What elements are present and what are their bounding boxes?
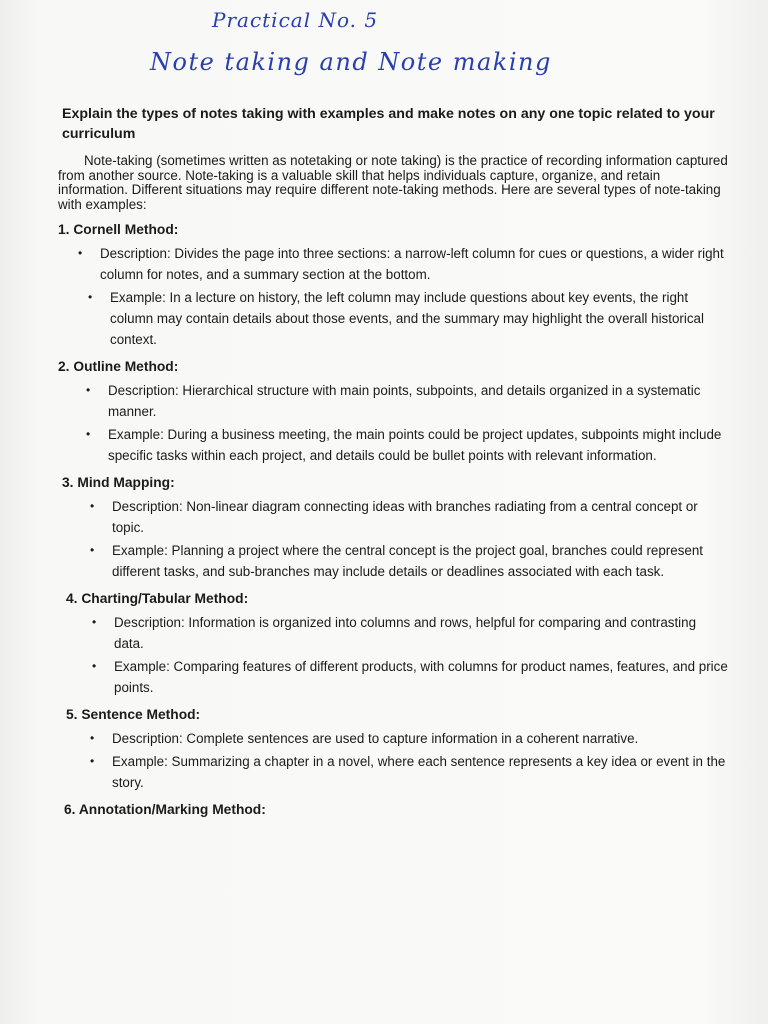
bullet-icon: • [92, 659, 97, 673]
section-title: 6. Annotation/Marking Method: [64, 802, 266, 817]
bullet-icon: • [90, 499, 95, 513]
example-text: Example: Comparing features of different products, with columns for product names, features, and price points. [114, 659, 728, 695]
bullet-icon: • [92, 615, 97, 629]
list-item [90, 728, 728, 749]
section-outline-method [58, 357, 728, 466]
section-title: 1. Cornell Method: [58, 222, 179, 237]
bullet-icon: • [78, 246, 83, 260]
bullet-icon: • [88, 290, 93, 304]
description-text: Description: Complete sentences are used to capture information in a coherent narrative. [112, 731, 639, 746]
question-prompt: Explain the types of notes taking with examples and make notes on any one topic related to your curriculum [62, 106, 715, 142]
section-annotation-marking-method [64, 800, 728, 820]
list-item [86, 380, 728, 422]
bullet-icon: • [86, 383, 91, 397]
section-title: 5. Sentence Method: [66, 707, 201, 722]
section-cornell-method [58, 220, 728, 350]
section-sentence-method [66, 705, 728, 793]
bullet-icon: • [90, 731, 95, 745]
list-item [92, 656, 728, 698]
example-text: Example: Planning a project where the central concept is the project goal, branches could represent different tasks, and sub-branches may include details or deadlines associated with each task. [112, 543, 704, 579]
example-text: Example: Summarizing a chapter in a novel, where each sentence represents a key idea or event in the story. [112, 754, 726, 790]
description-text: Description: Hierarchical structure with main points, subpoints, and details organized in a systematic manner. [108, 383, 701, 419]
bullet-icon: • [90, 754, 95, 768]
section-title: 4. Charting/Tabular Method: [66, 591, 249, 606]
section-mind-mapping [62, 473, 728, 582]
description-text: Description: Non-linear diagram connecting ideas with branches radiating from a central concept or topic. [112, 499, 698, 535]
list-item [88, 287, 728, 350]
section-title: 2. Outline Method: [58, 359, 179, 374]
list-item [78, 243, 728, 285]
list-item [92, 612, 728, 654]
section-charting-tabular-method [66, 589, 728, 698]
example-text: Example: In a lecture on history, the left column may include questions about key events, the right column may contain details about those events, and the summary may highlight the overall historical context. [110, 290, 704, 347]
list-item [86, 424, 728, 466]
list-item [90, 751, 728, 793]
example-text: Example: During a business meeting, the main points could be project updates, subpoints might include specific tasks within each project, and details could be bullet points with relevant information. [108, 427, 722, 463]
list-item [90, 540, 728, 582]
list-item [90, 496, 728, 538]
handwritten-title: Note taking and Note making [150, 48, 552, 76]
bullet-icon: • [86, 427, 91, 441]
handwritten-practical-number: Practical No. 5 [212, 8, 379, 32]
intro-paragraph: Note-taking (sometimes written as notetaking or note taking) is the practice of recording information captured from another source. Note-taking is a valuable skill that helps individuals capture, organize, and retain information. Different situations may require different note-taking methods. Here are several types of note-taking with examples: [58, 153, 728, 212]
description-text: Description: Divides the page into three sections: a narrow-left column for cues or questions, a wider right column for notes, and a summary section at the bottom. [100, 246, 724, 282]
document-body [58, 104, 728, 827]
bullet-icon: • [90, 543, 95, 557]
section-title: 3. Mind Mapping: [62, 475, 175, 490]
description-text: Description: Information is organized into columns and rows, helpful for comparing and contrasting data. [114, 615, 697, 651]
